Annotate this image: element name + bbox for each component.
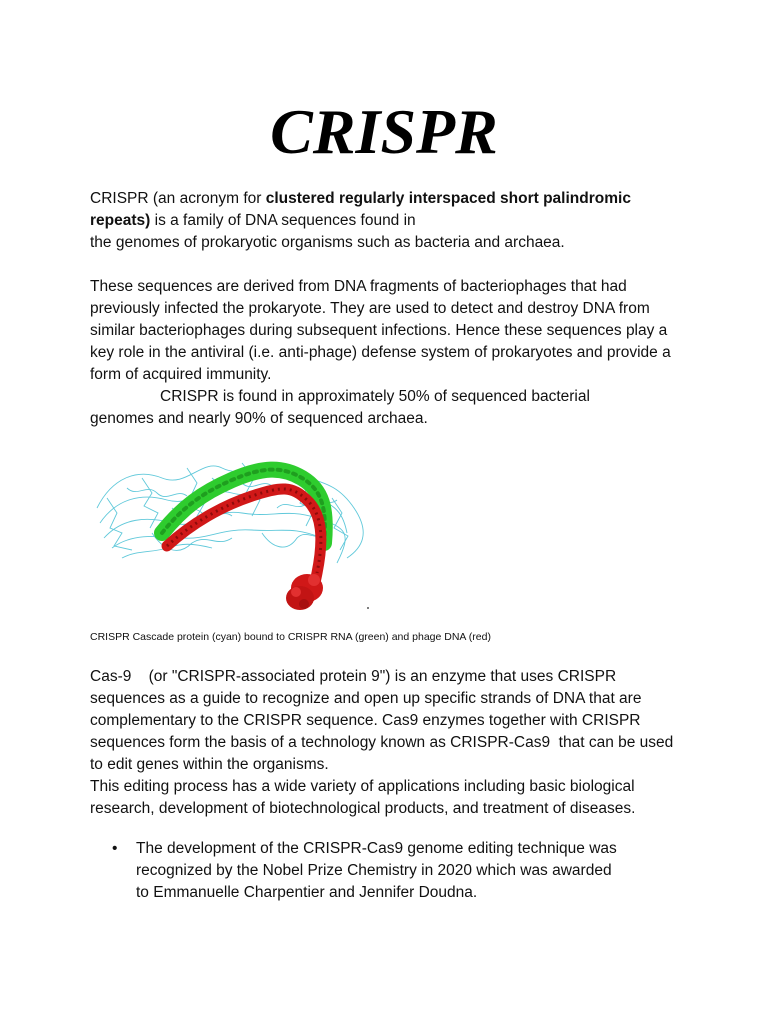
bullet-text (136, 838, 696, 904)
prevalence-paragraph (90, 386, 690, 430)
figure-caption: CRISPR Cascade protein (cyan) bound to CRISPR RNA (green) and phage DNA (red) (90, 631, 491, 643)
cas9-line: This editing process has a wide variety of applications including basic biological (90, 778, 635, 795)
cas9-line: Cas-9 (or "CRISPR-associated protein 9") is an enzyme that uses CRISPR (90, 668, 617, 685)
page-title: CRISPR (270, 96, 498, 167)
figure-dot (367, 607, 369, 609)
intro-line-2: the genomes of prokaryotic organisms such as bacteria and archaea. (90, 234, 565, 251)
prevalence-line-2: genomes and nearly 90% of sequenced archaea. (90, 410, 428, 427)
crispr-cascade-figure (92, 438, 382, 618)
sequences-paragraph: These sequences are derived from DNA fragments of bacteriophages that had previously infected the prokaryote. They are used to detect and destroy DNA from similar bacteriophages during subsequent infections. Hence these sequences play a key role in the antiviral (i.e. anti-phage) defense system of prokaryotes and provide a form of acquired immunity. (90, 278, 671, 383)
intro-prefix: CRISPR (an acronym for (90, 190, 266, 207)
bullet-line: to Emmanuelle Charpentier and Jennifer Doudna. (136, 884, 478, 901)
prevalence-line-1: CRISPR is found in approximately 50% of sequenced bacterial (160, 388, 590, 405)
cas9-line: to edit genes within the organisms. (90, 756, 329, 773)
intro-line-1 (90, 188, 690, 232)
cas9-line: sequences as a guide to recognize and open up specific strands of DNA that are (90, 690, 642, 707)
cas9-paragraph (90, 666, 690, 820)
intro-line1-rest: is a family of DNA sequences found in (150, 212, 416, 229)
cas9-line: complementary to the CRISPR sequence. Cas9 enzymes together with CRISPR (90, 712, 641, 729)
bullet-line: recognized by the Nobel Prize Chemistry in 2020 which was awarded (136, 862, 612, 879)
cas9-line: research, development of biotechnological products, and treatment of diseases. (90, 800, 636, 817)
intro-paragraph (90, 188, 690, 254)
cas9-line: sequences form the basis of a technology known as CRISPR-Cas9 that can be used (90, 734, 674, 751)
bullet-line: The development of the CRISPR-Cas9 genome editing technique was (136, 840, 617, 857)
bullet-icon: • (112, 840, 118, 857)
intro-bold-term: clustered regularly interspaced short palindromic repeats) (90, 190, 631, 229)
